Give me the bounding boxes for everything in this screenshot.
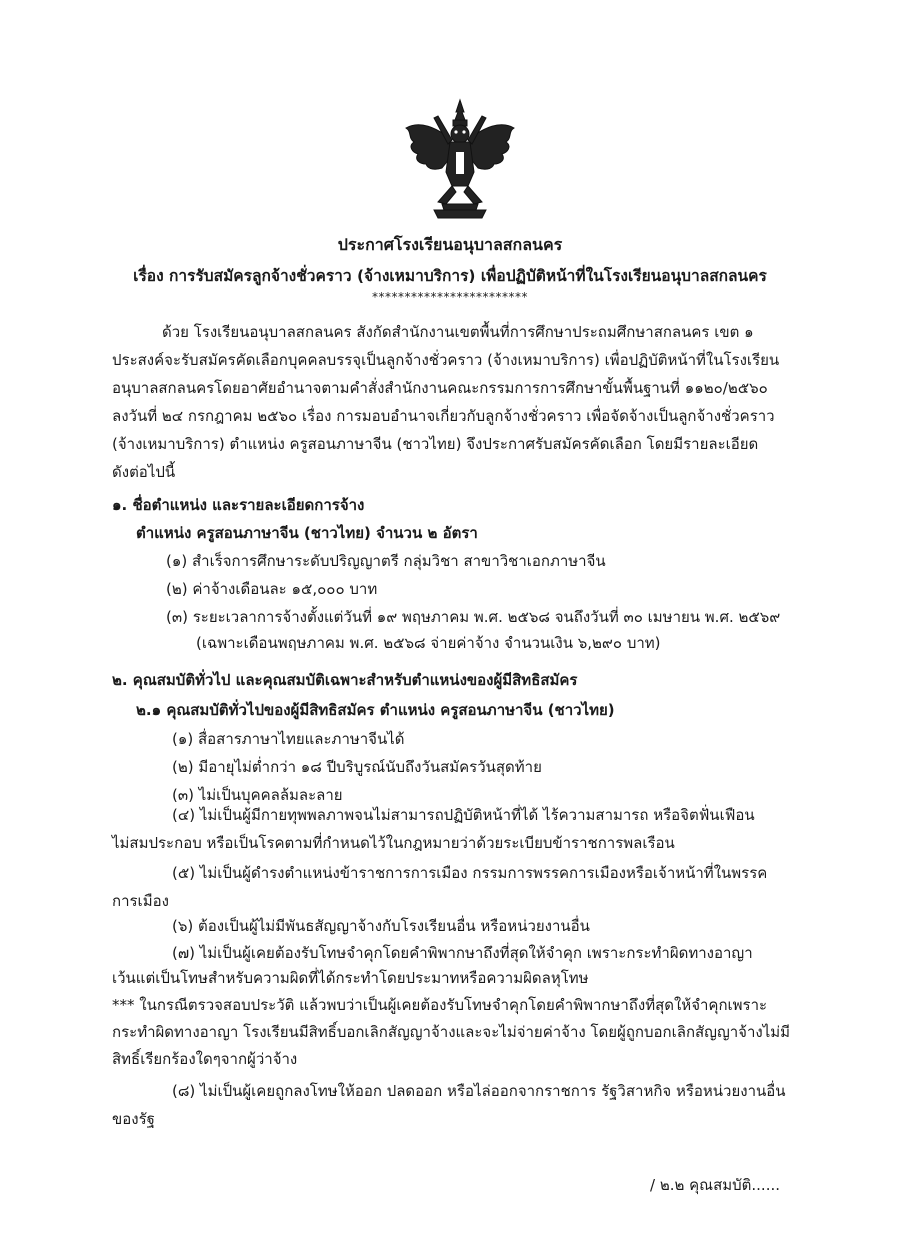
announcement-title: ประกาศโรงเรียนอนุบาลสกลนคร	[337, 235, 563, 254]
qualification-line: (๑) สื่อสารภาษาไทยและภาษาจีนได้	[172, 730, 405, 748]
qualification-line: (๖) ต้องเป็นผู้ไม่มีพันธสัญญาจ้างกับโรงเรียนอื่น หรือหน่วยงานอื่น	[172, 917, 590, 935]
qualification-line: การเมือง	[112, 892, 169, 910]
qualification-line: เว้นแต่เป็นโทษสำหรับความผิดที่ได้กระทำโดยประมาทหรือความผิดลหุโทษ	[112, 969, 589, 987]
section1-item: (๓) ระยะเวลาการจ้างตั้งแต่วันที่ ๑๙ พฤษภาคม พ.ศ. ๒๕๖๘ จนถึงวันที่ ๓๐ เมษายน พ.ศ. ๒๕๖๙	[166, 608, 781, 626]
continuation-note: / ๒.๒ คุณสมบัติ......	[650, 1176, 780, 1194]
qualification-line: (๔) ไม่เป็นผู้มีกายทุพพลภาพจนไม่สามารถปฏิบัติหน้าที่ได้ ไร้ความสามารถ หรือจิตฟั่นเฟือน	[172, 806, 755, 824]
section1-item: (๒) ค่าจ้างเดือนละ ๑๕,๐๐๐ บาท	[166, 580, 378, 598]
qualification-note: *** ในกรณีตรวจสอบประวัติ แล้วพบว่าเป็นผู้เคยต้องรับโทษจำคุกโดยคำพิพากษาถึงที่สุดให้จำคุกเพราะ	[112, 996, 768, 1014]
qualification-line: (๘) ไม่เป็นผู้เคยถูกลงโทษให้ออก ปลดออก หรือไล่ออกจากราชการ รัฐวิสาหกิจ หรือหน่วยงานอื่น	[172, 1082, 786, 1100]
intro-line: อนุบาลสกลนครโดยอาศัยอำนาจตามคำสั่งสำนักงานคณะกรรมการการศึกษาขั้นพื้นฐานที่ ๑๑๒๐/๒๕๖๐	[112, 379, 768, 397]
intro-line: ดังต่อไปนี้	[112, 463, 176, 481]
qualification-line: ไม่สมประกอบ หรือเป็นโรคตามที่กำหนดไว้ในกฎหมายว่าด้วยระเบียบข้าราชการพลเรือน	[112, 834, 675, 852]
section2-subheading: ๒.๑ คุณสมบัติทั่วไปของผู้มีสิทธิสมัคร ตำแหน่ง ครูสอนภาษาจีน (ชาวไทย)	[136, 701, 615, 719]
qualification-note: กระทำผิดทางอาญา โรงเรียนมีสิทธิ์บอกเลิกสัญญาจ้างและจะไม่จ่ายค่าจ้าง โดยผู้ถูกบอกเลิกสัญญาจ้างไม่มี	[112, 1023, 791, 1041]
announcement-subject: เรื่อง การรับสมัครลูกจ้างชั่วคราว (จ้างเหมาบริการ) เพื่อปฏิบัติหน้าที่ในโรงเรียนอนุบาลสกลนคร	[133, 267, 767, 285]
qualification-line: ของรัฐ	[112, 1110, 155, 1128]
qualification-note: สิทธิ์เรียกร้องใดๆจากผู้ว่าจ้าง	[112, 1050, 298, 1068]
intro-line: ประสงค์จะรับสมัครคัดเลือกบุคคลบรรจุเป็นลูกจ้างชั่วคราว (จ้างเหมาบริการ) เพื่อปฏิบัติหน้าที่ในโรงเรียน	[112, 351, 780, 369]
qualification-line: (๕) ไม่เป็นผู้ดำรงตำแหน่งข้าราชการการเมือง กรรมการพรรคการเมืองหรือเจ้าหน้าที่ในพรรค	[172, 864, 768, 882]
section1-item: (เฉพาะเดือนพฤษภาคม พ.ศ. ๒๕๖๘ จ่ายค่าจ้าง จำนวนเงิน ๖,๒๙๐ บาท)	[196, 634, 661, 652]
garuda-emblem-icon	[398, 98, 522, 222]
intro-line: ลงวันที่ ๒๔ กรกฎาคม ๒๕๖๐ เรื่อง การมอบอำนาจเกี่ยวกับลูกจ้างชั่วคราว เพื่อจัดจ้างเป็นลูกจ้างชั่วคราว	[112, 407, 775, 425]
intro-line: (จ้างเหมาบริการ) ตำแหน่ง ครูสอนภาษาจีน (ชาวไทย) จึงประกาศรับสมัครคัดเลือก โดยมีรายละเอียด	[112, 435, 759, 453]
intro-line: ด้วย โรงเรียนอนุบาลสกลนคร สังกัดสำนักงานเขตพื้นที่การศึกษาประถมศึกษาสกลนคร เขต ๑	[162, 323, 754, 341]
section2-heading: ๒. คุณสมบัติทั่วไป และคุณสมบัติเฉพาะสำหรับตำแหน่งของผู้มีสิทธิสมัคร	[112, 671, 578, 689]
qualification-line: (๓) ไม่เป็นบุคคลล้มละลาย	[172, 786, 343, 804]
qualification-line: (๗) ไม่เป็นผู้เคยต้องรับโทษจำคุกโดยคำพิพากษาถึงที่สุดให้จำคุก เพราะกระทำผิดทางอาญา	[172, 944, 753, 962]
separator: ************************	[372, 290, 528, 304]
section1-position: ตำแหน่ง ครูสอนภาษาจีน (ชาวไทย) จำนวน ๒ อัตรา	[136, 524, 478, 542]
qualification-line: (๒) มีอายุไม่ต่ำกว่า ๑๘ ปีบริบูรณ์นับถึงวันสมัครวันสุดท้าย	[172, 758, 542, 776]
section1-item: (๑) สำเร็จการศึกษาระดับปริญญาตรี กลุ่มวิชา สาขาวิชาเอกภาษาจีน	[166, 552, 606, 570]
section1-heading: ๑. ชื่อตำแหน่ง และรายละเอียดการจ้าง	[112, 496, 365, 514]
